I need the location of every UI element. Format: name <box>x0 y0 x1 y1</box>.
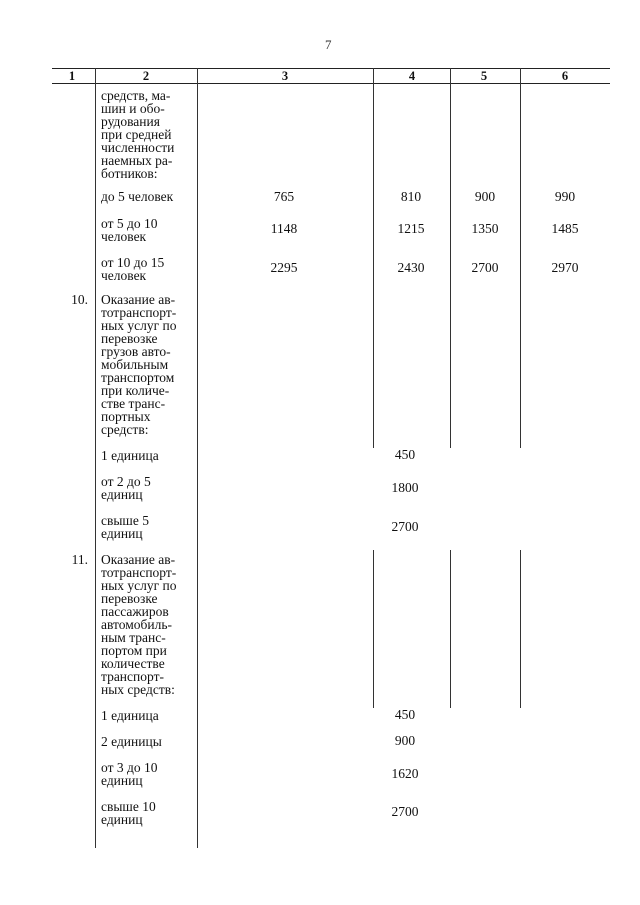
row1-col6: 990 <box>554 189 576 204</box>
col-header-1: 1 <box>68 69 76 83</box>
item-10-number: 10. <box>71 292 88 307</box>
col-divider-5 <box>520 68 521 448</box>
col-header-3: 3 <box>281 69 289 83</box>
col-header-5: 5 <box>480 69 488 83</box>
row1-col5: 900 <box>474 189 496 204</box>
row3-col6: 2970 <box>551 260 579 275</box>
row1-col3: 765 <box>273 189 295 204</box>
col-divider-4 <box>450 68 451 448</box>
row2-col3: 1148 <box>270 221 298 236</box>
row3-col3: 2295 <box>270 260 298 275</box>
col-header-4: 4 <box>408 69 416 83</box>
col-divider-4b <box>450 550 451 708</box>
row3-col5: 2700 <box>471 260 499 275</box>
item-10-row-value-2: 1800 <box>391 480 419 495</box>
row-label-up-to-5: до 5 человек <box>101 189 174 204</box>
item-11-row-label-4: свыше 10 единиц <box>101 799 156 827</box>
row2-col5: 1350 <box>471 221 499 236</box>
item-11-row-value-1: 450 <box>394 707 416 722</box>
row-label-5-to-10: от 5 до 10 человек <box>101 216 158 244</box>
item-11-number: 11. <box>71 552 88 567</box>
item-10-row-label-3: свыше 5 единиц <box>101 513 149 541</box>
item-10-row-value-1: 450 <box>394 447 416 462</box>
col-divider-3b <box>373 550 374 708</box>
item-11-row-label-2: 2 единицы <box>101 734 162 749</box>
item-11-row-label-3: от 3 до 10 единиц <box>101 760 158 788</box>
item-11-row-label-1: 1 единица <box>101 708 159 723</box>
row2-col6: 1485 <box>551 221 579 236</box>
table-top-border <box>52 68 610 69</box>
item-10-row-label-2: от 2 до 5 единиц <box>101 474 151 502</box>
item-10-row-value-3: 2700 <box>391 519 419 534</box>
item-11-row-value-2: 900 <box>394 733 416 748</box>
row3-col4: 2430 <box>397 260 425 275</box>
item-11-description: Оказание ав- тотранспорт- ных услуг по перевозке пассажиров автомобиль- ным транс- портом при количестве транспорт- ных средств: <box>101 552 177 697</box>
col-header-6: 6 <box>561 69 569 83</box>
col-divider-3 <box>373 68 374 448</box>
col-divider-5b <box>520 550 521 708</box>
col-divider-1 <box>95 68 96 848</box>
row2-col4: 1215 <box>397 221 425 236</box>
row1-col4: 810 <box>400 189 422 204</box>
item-11-row-value-4: 2700 <box>391 804 419 819</box>
continued-description: средств, ма- шин и обо- рудования при средней численности наемных ра- ботников: <box>101 88 175 181</box>
item-10-row-label-1: 1 единица <box>101 448 159 463</box>
row-label-10-to-15: от 10 до 15 человек <box>101 255 165 283</box>
header-bottom-border <box>52 83 610 84</box>
page-number: 7 <box>325 37 332 52</box>
col-header-2: 2 <box>142 69 150 83</box>
item-10-description: Оказание ав- тотранспорт- ных услуг по перевозке грузов авто- мобильным транспортом при количе- стве транс- портных средств: <box>101 292 177 437</box>
item-11-row-value-3: 1620 <box>391 766 419 781</box>
